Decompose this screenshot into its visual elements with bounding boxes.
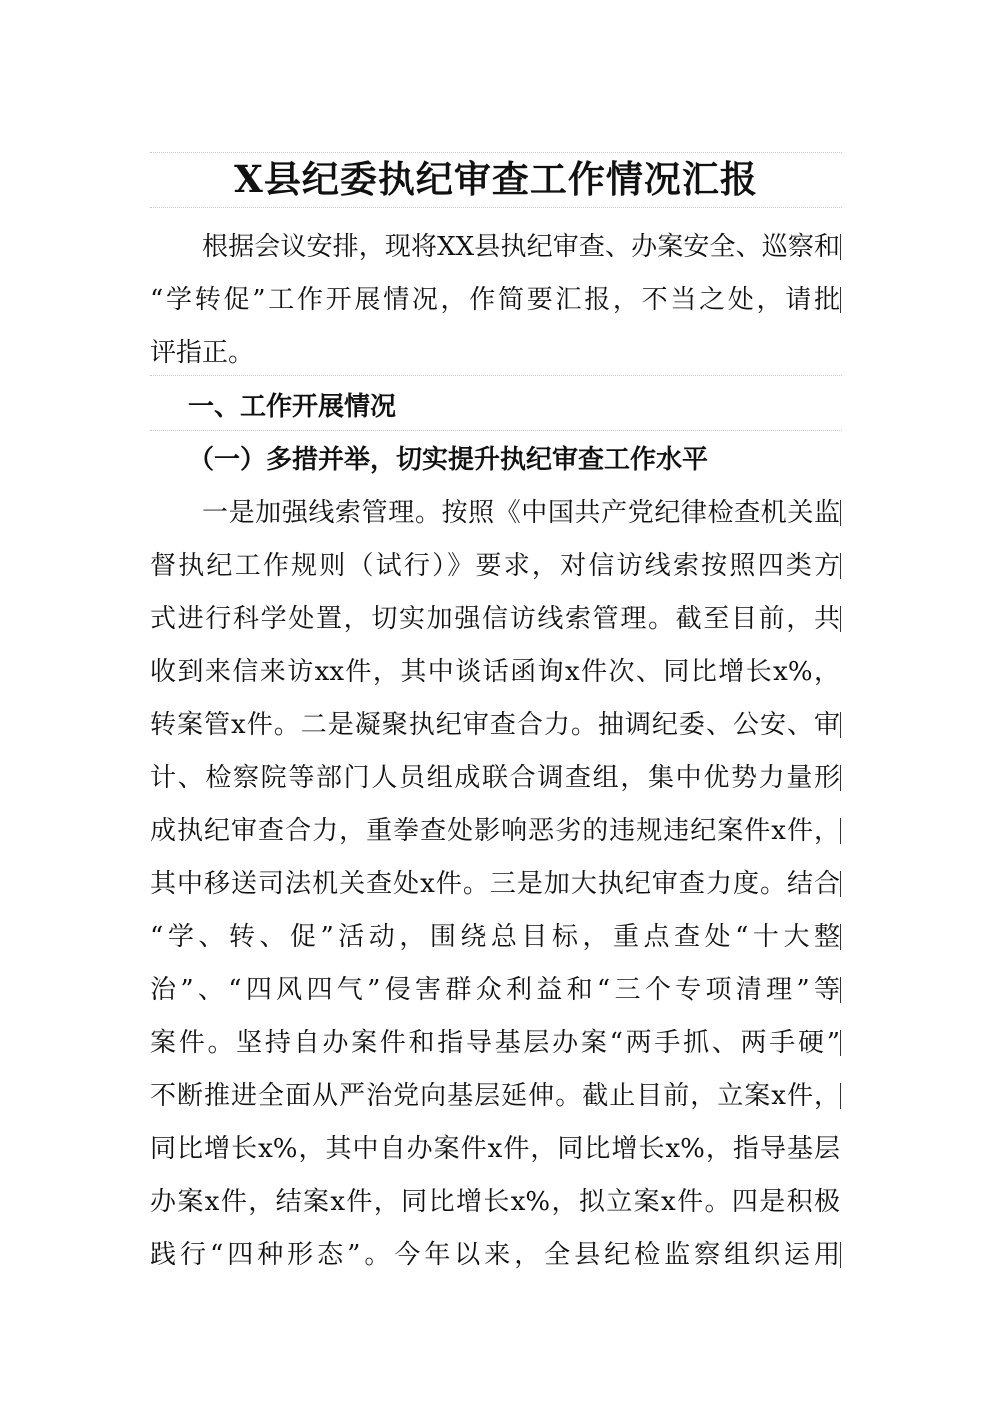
margin-mark [840,1083,841,1109]
margin-mark [840,500,841,526]
body-line: 转案管x件。二是凝聚执纪审查合力。抽调纪委、公安、审 [150,710,840,740]
margin-mark [840,924,841,950]
margin-mark [840,1242,841,1268]
margin-mark [840,1030,841,1056]
intro-line: 评指正。 [150,338,255,368]
margin-mark [840,765,841,791]
subsection-heading: （一）多措并举，切实提升执纪审查工作水平 [188,445,709,475]
intro-line: 根据会议安排，现将XX县执纪审查、办案安全、巡察和 [202,232,840,262]
body-line: 一是加强线索管理。按照《中国共产党纪律检查机关监 [202,498,840,528]
body-line: 同比增长x%，其中自办案件x件，同比增长x%，指导基层 [150,1134,840,1164]
paragraph-rule [150,430,842,431]
body-line: 成执纪审查合力，重拳查处影响恶劣的违规违纪案件x件， [150,816,840,846]
section-heading: 一、工作开展情况 [188,392,397,422]
body-line: 其中移送司法机关查处x件。三是加大执纪审查力度。结合 [150,869,840,899]
margin-mark [840,234,841,260]
body-line: 计、检察院等部门人员组成联合调查组，集中优势力量形 [150,763,840,793]
margin-mark [840,871,841,897]
margin-mark [840,287,841,313]
body-line: 案件。坚持自办案件和指导基层办案“两手抓、两手硬” [150,1028,840,1058]
title-bottom-rule [150,207,842,208]
body-line: 收到来信来访xx件，其中谈话函询x件次、同比增长x%， [150,657,840,687]
body-line: 式进行科学处置，切实加强信访线索管理。截至目前，共 [150,604,840,634]
body-line: 督执纪工作规则（试行）》要求，对信访线索按照四类方 [150,551,840,581]
margin-mark [840,977,841,1003]
body-line: 治”、“四风四气”侵害群众利益和“三个专项清理”等 [150,975,840,1005]
margin-mark [840,606,841,632]
intro-line: “学转促”工作开展情况，作简要汇报，不当之处，请批 [150,285,840,315]
margin-mark [840,553,841,579]
margin-mark [840,712,841,738]
document-title: X县纪委执纪审查工作情况汇报 [234,157,758,201]
paragraph-rule [150,375,842,376]
body-line: 践行“四种形态”。今年以来，全县纪检监察组织运用 [150,1240,840,1270]
body-line: 办案x件，结案x件，同比增长x%，拟立案x件。四是积极 [150,1187,840,1217]
margin-mark [840,818,841,844]
body-line: “学、转、促”活动，围绕总目标，重点查处“十大整 [150,922,840,952]
body-line: 不断推进全面从严治党向基层延伸。截止目前，立案x件， [150,1081,840,1111]
